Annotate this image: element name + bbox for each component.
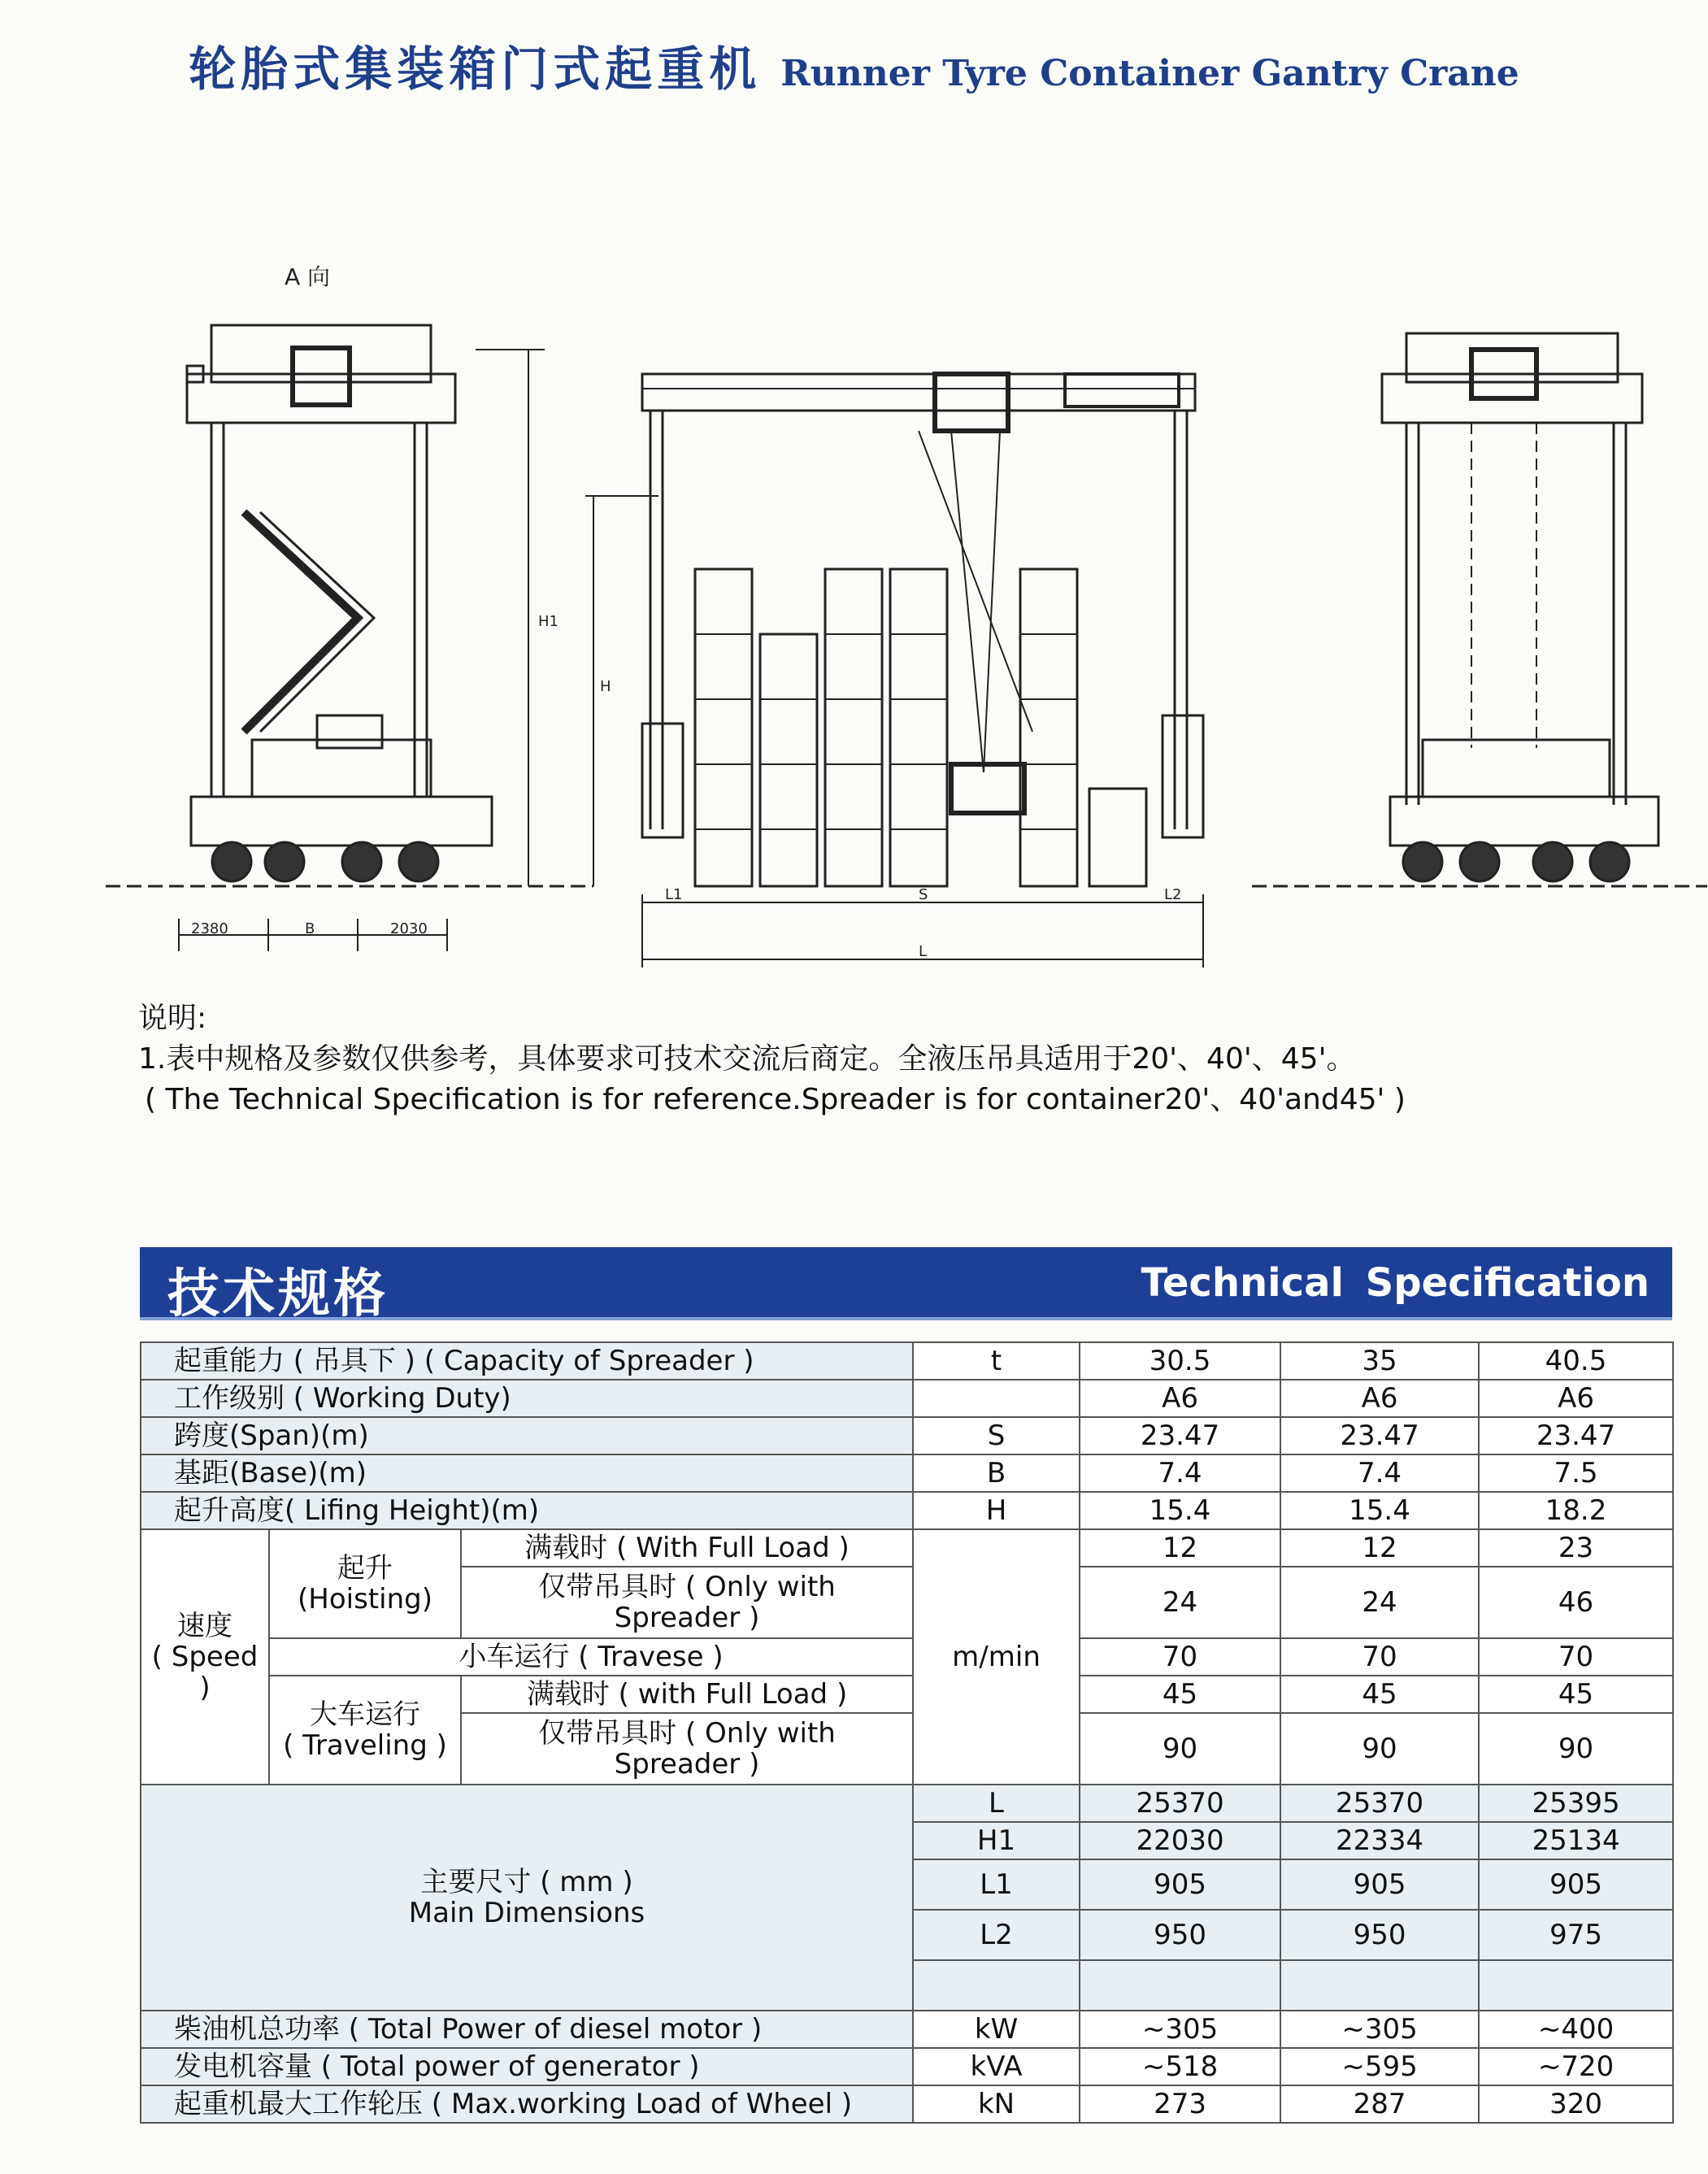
cell-value: ~305 [1080, 2011, 1280, 2048]
row-unit: H1 [913, 1822, 1080, 1859]
row-label: 小车运行 ( Travese ) [269, 1638, 913, 1676]
row-unit: L1 [913, 1859, 1080, 1910]
dim-label-left-2: B [305, 920, 315, 937]
empty-cell [1479, 1960, 1673, 2011]
cell-value: 25370 [1280, 1785, 1479, 1822]
row-label: 起升高度( Lifing Height)(m) [141, 1492, 913, 1529]
cell-value: 22030 [1080, 1822, 1280, 1859]
table-row [141, 2011, 1673, 2048]
row-unit: B [913, 1454, 1080, 1492]
spec-table [140, 1341, 1674, 2124]
cell-value: 23 [1479, 1529, 1673, 1567]
table-row [141, 2048, 1673, 2085]
cell-value: 45 [1479, 1676, 1673, 1713]
cell-value: 25134 [1479, 1822, 1673, 1859]
cell-value: A6 [1479, 1380, 1673, 1417]
row-label: 工作级别 ( Working Duty) [141, 1380, 913, 1417]
row-label: 起重能力 ( 吊具下 ) ( Capacity of Spreader ) [141, 1342, 913, 1380]
cell-value: 23.47 [1080, 1417, 1280, 1454]
row-unit: S [913, 1417, 1080, 1454]
empty-cell [913, 1960, 1080, 2011]
cell-value: 70 [1479, 1638, 1673, 1676]
hoisting-label: 起升 (Hoisting) [269, 1529, 461, 1638]
page-title [0, 31, 1708, 99]
spec-banner-cn: 技术规格 [167, 1264, 389, 1324]
cell-value: A6 [1280, 1380, 1479, 1417]
spec-banner [140, 1247, 1672, 1324]
traveling-label: 大车运行 ( Traveling ) [269, 1676, 461, 1785]
cell-value: 320 [1479, 2085, 1673, 2123]
table-row [141, 1492, 1673, 1529]
row-unit: H [913, 1492, 1080, 1529]
dim-label-l2: L2 [1164, 886, 1182, 903]
dim-label-left-3: 2030 [390, 920, 428, 937]
dim-label-h1: H1 [538, 613, 558, 630]
dims-label: 主要尺寸 ( mm ) Main Dimensions [141, 1785, 913, 2011]
row-unit: L2 [913, 1910, 1080, 1960]
speed-unit: m/min [913, 1529, 1080, 1785]
cell-value: 287 [1280, 2085, 1479, 2123]
empty-cell [1080, 1960, 1280, 2011]
table-row [141, 1454, 1673, 1492]
cell-value: 15.4 [1280, 1492, 1479, 1529]
table-row [141, 1785, 1673, 1822]
cell-value: 45 [1280, 1676, 1479, 1713]
note-cn: 1.表中规格及参数仅供参考，具体要求可技术交流后商定。全液压吊具适用于20'、40'、45'。 [138, 1042, 1356, 1076]
cell-value: ~518 [1080, 2048, 1280, 2085]
cell-value: ~305 [1280, 2011, 1479, 2048]
cell-value: 23.47 [1280, 1417, 1479, 1454]
cell-value: 273 [1080, 2085, 1280, 2123]
row-unit [913, 1380, 1080, 1417]
cell-value: 23.47 [1479, 1417, 1673, 1454]
cell-value: 950 [1080, 1910, 1280, 1960]
row-label: 满载时 ( with Full Load ) [461, 1676, 913, 1713]
row-unit: kVA [913, 2048, 1080, 2085]
cell-value: 24 [1080, 1567, 1280, 1638]
spec-banner-en: Technical Specification [1141, 1260, 1649, 1306]
cell-value: 25370 [1080, 1785, 1280, 1822]
cell-value: 905 [1479, 1859, 1673, 1910]
table-row [141, 1417, 1673, 1454]
row-unit: t [913, 1342, 1080, 1380]
dim-label-h: H [600, 678, 611, 695]
cell-value: 70 [1080, 1638, 1280, 1676]
table-row [141, 1676, 1673, 1713]
notes-heading: 说明: [138, 1002, 207, 1035]
cell-value: ~595 [1280, 2048, 1479, 2085]
note-en: ( The Technical Specification is for reference.Spreader is for container20'、40'and45' ) [145, 1083, 1406, 1116]
cell-value: 45 [1080, 1676, 1280, 1713]
row-label: 基距(Base)(m) [141, 1454, 913, 1492]
dim-label-l1: L1 [665, 886, 683, 903]
cell-value: 22334 [1280, 1822, 1479, 1859]
title-en: Runner Tyre Container Gantry Crane [780, 53, 1519, 94]
row-label: 满载时 ( With Full Load ) [461, 1529, 913, 1567]
speed-label: 速度 ( Speed ) [141, 1529, 269, 1785]
cell-value: 15.4 [1080, 1492, 1280, 1529]
cell-value: 975 [1479, 1910, 1673, 1960]
cell-value: ~400 [1479, 2011, 1673, 2048]
cell-value: 70 [1280, 1638, 1479, 1676]
cell-value: 90 [1280, 1713, 1479, 1785]
cell-value: 40.5 [1479, 1342, 1673, 1380]
cell-value: 30.5 [1080, 1342, 1280, 1380]
cell-value: 35 [1280, 1342, 1479, 1380]
row-label: 起重机最大工作轮压 ( Max.working Load of Wheel ) [141, 2085, 913, 2123]
cell-value: 46 [1479, 1567, 1673, 1638]
crane-drawing [89, 244, 1707, 976]
row-label: 柴油机总功率 ( Total Power of diesel motor ) [141, 2011, 913, 2048]
cell-value: 18.2 [1479, 1492, 1673, 1529]
empty-cell [1280, 1960, 1479, 2011]
side-view-right [1382, 333, 1658, 881]
table-row [141, 1380, 1673, 1417]
cell-value: 90 [1080, 1713, 1280, 1785]
cell-value: 7.5 [1479, 1454, 1673, 1492]
table-row [141, 2085, 1673, 2123]
table-row [141, 1529, 1673, 1567]
row-unit: kW [913, 2011, 1080, 2048]
cell-value: 12 [1280, 1529, 1479, 1567]
cell-value: A6 [1080, 1380, 1280, 1417]
row-label: 仅带吊具时 ( Only with Spreader ) [461, 1713, 913, 1785]
cell-value: 950 [1280, 1910, 1479, 1960]
dim-label-s: S [919, 886, 928, 903]
table-row [141, 1638, 1673, 1676]
side-view-left [179, 325, 545, 951]
cell-value: 7.4 [1280, 1454, 1479, 1492]
cell-value: 905 [1080, 1859, 1280, 1910]
table-row [141, 1342, 1673, 1380]
title-cn: 轮胎式集装箱门式起重机 [189, 41, 762, 97]
cell-value: 90 [1479, 1713, 1673, 1785]
row-label: 仅带吊具时 ( Only with Spreader ) [461, 1567, 913, 1638]
row-label: 发电机容量 ( Total power of generator ) [141, 2048, 913, 2085]
front-view-center [585, 374, 1203, 967]
cell-value: 7.4 [1080, 1454, 1280, 1492]
cell-value: 905 [1280, 1859, 1479, 1910]
row-unit: L [913, 1785, 1080, 1822]
view-label: A 向 [285, 263, 331, 290]
cell-value: ~720 [1479, 2048, 1673, 2085]
dim-label-l: L [919, 943, 928, 960]
notes [138, 998, 1406, 1120]
cell-value: 24 [1280, 1567, 1479, 1638]
row-label: 跨度(Span)(m) [141, 1417, 913, 1454]
dim-label-left-1: 2380 [191, 920, 228, 937]
row-unit: kN [913, 2085, 1080, 2123]
cell-value: 12 [1080, 1529, 1280, 1567]
cell-value: 25395 [1479, 1785, 1673, 1822]
